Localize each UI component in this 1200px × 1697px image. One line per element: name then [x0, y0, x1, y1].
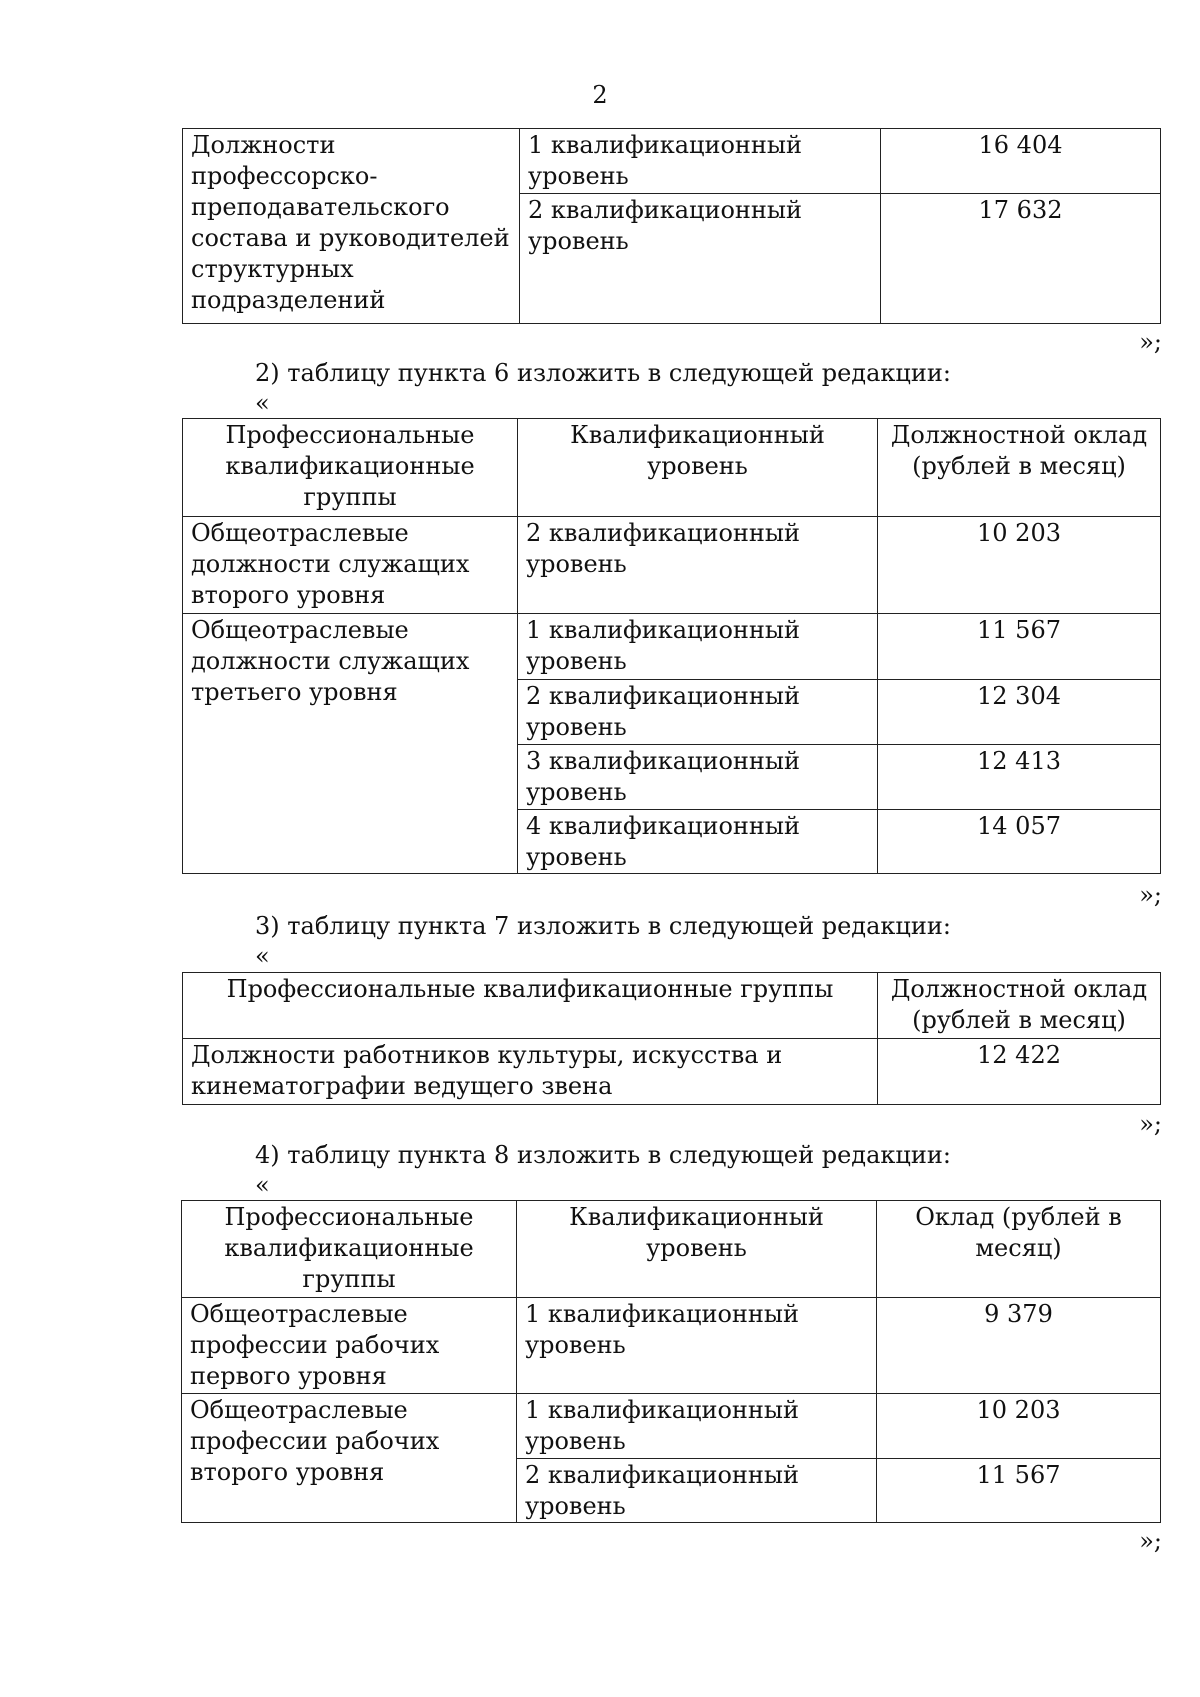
table-header-row	[182, 1201, 1161, 1298]
header-level: Квалификационный уровень	[517, 1201, 877, 1298]
header-salary: Оклад (рублей в месяц)	[877, 1201, 1161, 1298]
salary-cell: 11 567	[877, 1459, 1161, 1523]
header-groups: Профессиональные квалификационные группы	[182, 1201, 517, 1298]
header-groups: Профессиональные квалификационные группы	[183, 419, 518, 517]
level-cell: 1 квалификационный уровень	[520, 129, 881, 194]
salary-cell: 10 203	[877, 1394, 1161, 1459]
table-row	[183, 129, 1161, 194]
closing-quote: »;	[1139, 328, 1162, 356]
group-name-cell: Общеотраслевые должности служащих второго уровня	[183, 517, 518, 614]
header-salary: Должностной оклад (рублей в месяц)	[878, 973, 1161, 1039]
salary-cell: 12 422	[878, 1039, 1161, 1105]
salary-cell: 16 404	[881, 129, 1161, 194]
salary-cell: 12 304	[878, 680, 1161, 745]
group-name-cell: Общеотраслевые профессии рабочих второго уровня	[182, 1394, 517, 1523]
salary-cell: 14 057	[878, 810, 1161, 874]
paragraph-3: 3) таблицу пункта 7 изложить в следующей редакции:	[255, 912, 951, 940]
group-name-cell: Общеотраслевые должности служащих третьего уровня	[183, 614, 518, 874]
paragraph-2: 2) таблицу пункта 6 изложить в следующей редакции:	[255, 359, 951, 387]
table-row	[183, 1039, 1161, 1105]
table-row	[183, 614, 1161, 680]
group-name-cell: Должности работников культуры, искусства и кинематографии ведущего звена	[183, 1039, 878, 1105]
level-cell: 2 квалификационный уровень	[517, 1459, 877, 1523]
salary-cell: 10 203	[878, 517, 1161, 614]
table-punkt-7	[182, 972, 1161, 1105]
table-continuation	[182, 128, 1161, 324]
level-cell: 3 квалификационный уровень	[518, 745, 878, 810]
group-name-cell: Должности профессорско-преподавательского состава и руководителей структурных подразделений	[183, 129, 520, 324]
header-groups: Профессиональные квалификационные группы	[183, 973, 878, 1039]
header-salary: Должностной оклад (рублей в месяц)	[878, 419, 1161, 517]
level-cell: 2 квалификационный уровень	[520, 194, 881, 324]
closing-quote: »;	[1139, 1110, 1162, 1138]
level-cell: 1 квалификационный уровень	[517, 1298, 877, 1394]
level-cell: 2 квалификационный уровень	[518, 517, 878, 614]
salary-cell: 9 379	[877, 1298, 1161, 1394]
table-header-row	[183, 419, 1161, 517]
page-number: 2	[592, 81, 608, 109]
closing-quote: »;	[1139, 881, 1162, 909]
table-row	[182, 1394, 1161, 1459]
table-punkt-6	[182, 418, 1161, 874]
level-cell: 2 квалификационный уровень	[518, 680, 878, 745]
opening-quote: «	[255, 1171, 270, 1199]
table-row	[182, 1298, 1161, 1394]
salary-cell: 12 413	[878, 745, 1161, 810]
opening-quote: «	[255, 389, 270, 417]
table-row	[183, 517, 1161, 614]
level-cell: 1 квалификационный уровень	[518, 614, 878, 680]
header-level: Квалификационный уровень	[518, 419, 878, 517]
salary-cell: 17 632	[881, 194, 1161, 324]
level-cell: 1 квалификационный уровень	[517, 1394, 877, 1459]
group-name-cell: Общеотраслевые профессии рабочих первого уровня	[182, 1298, 517, 1394]
salary-cell: 11 567	[878, 614, 1161, 680]
level-cell: 4 квалификационный уровень	[518, 810, 878, 874]
table-punkt-8	[181, 1200, 1161, 1523]
table-header-row	[183, 973, 1161, 1039]
opening-quote: «	[255, 942, 270, 970]
closing-quote: »;	[1139, 1527, 1162, 1555]
paragraph-4: 4) таблицу пункта 8 изложить в следующей редакции:	[255, 1141, 951, 1169]
